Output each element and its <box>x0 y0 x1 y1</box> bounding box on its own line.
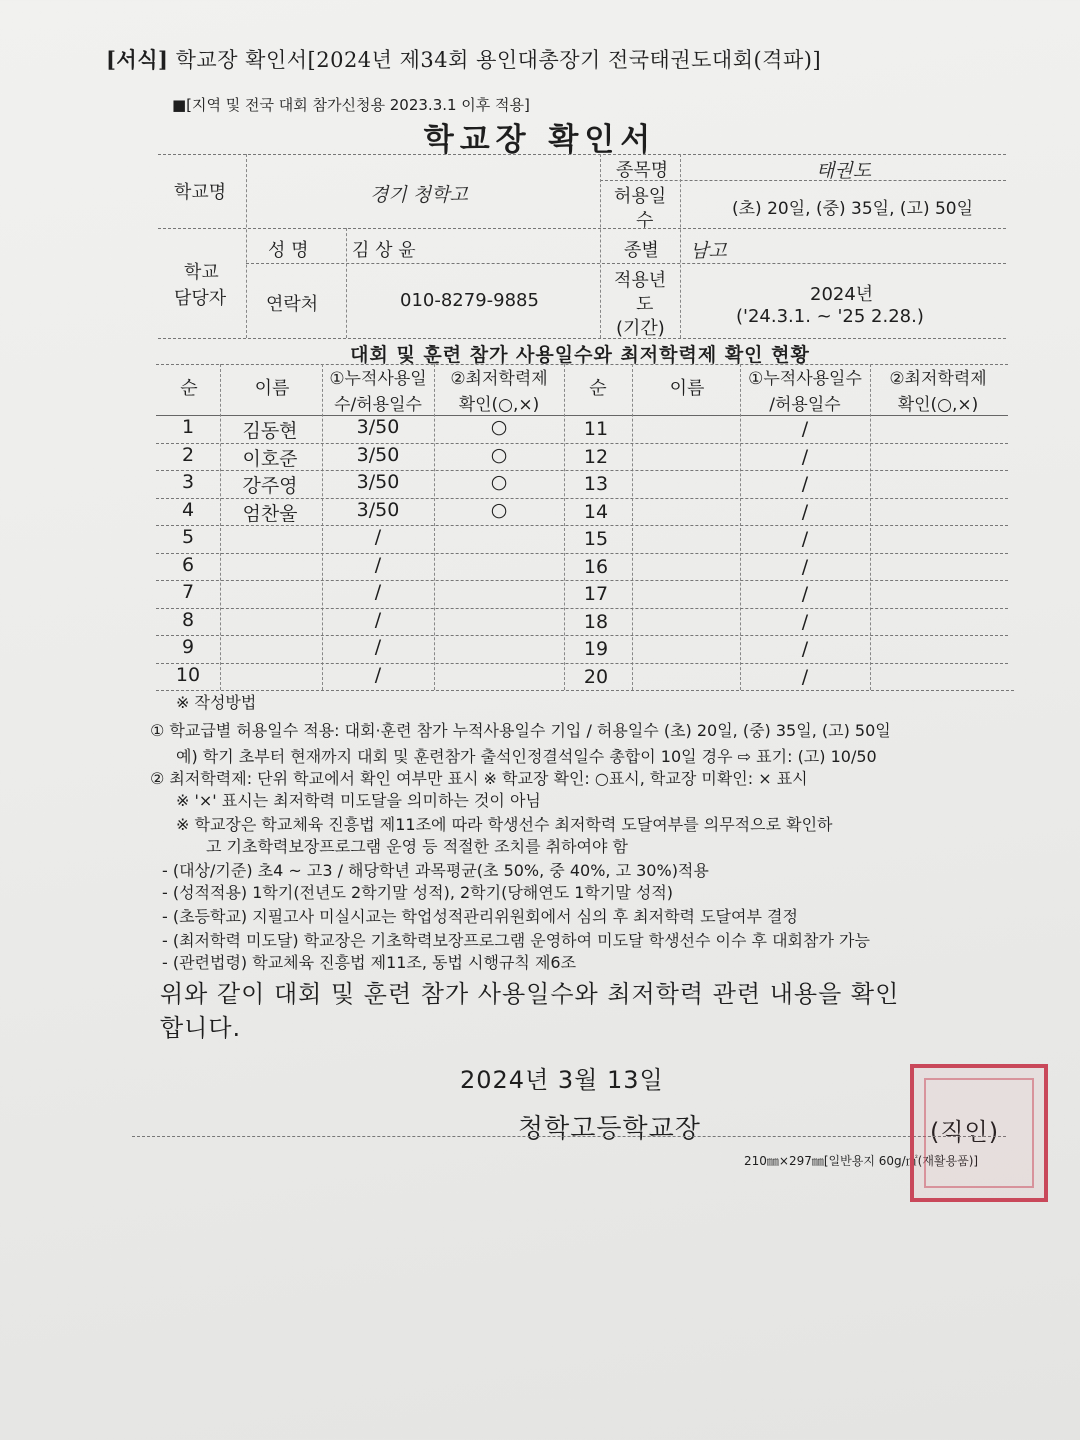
row-number: 15 <box>583 528 609 550</box>
row-number: 6 <box>181 553 195 576</box>
row-number: 8 <box>181 608 195 631</box>
row-number: 2 <box>181 443 195 466</box>
confirm-line-2: 합니다. <box>160 1014 242 1042</box>
note-line: - (관련법령) 학교체육 진흥법 제11조, 동법 시행규칙 제6조 <box>162 953 577 972</box>
min-academic-check: ○ <box>490 498 508 521</box>
used-days: / <box>374 526 382 548</box>
note-line: - (초등학교) 지필고사 미실시교는 학업성적관리위원회에서 심의 후 최저학력 도달여부 결정 <box>162 907 798 926</box>
note-line: ② 최저학력제: 단위 학교에서 확인 여부만 표시 ※ 학교장 확인: ○표시, 학교장 미확인: × 표시 <box>150 769 808 788</box>
used-days: / <box>374 581 382 603</box>
form-label <box>106 44 821 74</box>
row-number: 18 <box>583 610 609 633</box>
header-days-left-1: ①누적사용일 <box>329 369 427 389</box>
paper-spec: 210㎜×297㎜[일반용지 60g/㎡(재활용품)] <box>744 1154 979 1168</box>
used-days: / <box>374 636 382 658</box>
manager-label-2: 담당자 <box>174 288 227 309</box>
row-number: 13 <box>583 473 609 495</box>
signing-date: 2024년 3월 13일 <box>460 1066 664 1094</box>
note-line: - (성적적용) 1학기(전년도 2학기말 성적), 2학기(당해연도 1학기말 성적) <box>162 883 674 902</box>
used-days: 3/50 <box>356 443 400 466</box>
row-number: 20 <box>583 665 609 688</box>
year-label-3: (기간) <box>616 318 665 339</box>
row-number: 19 <box>583 638 609 660</box>
allow-label-2: 수 <box>636 210 654 231</box>
used-days: 3/50 <box>356 498 400 521</box>
document-title: 학교장 확인서 <box>423 122 657 158</box>
header-min-left-1: ②최저학력제 <box>450 369 548 389</box>
row-number: 5 <box>181 526 195 548</box>
header-no-left: 순 <box>180 378 198 399</box>
form-tag: [서식] <box>106 47 169 72</box>
header-days-left-2: 수/허용일수 <box>334 395 422 415</box>
header-days-right-2: /허용일수 <box>769 395 841 415</box>
year-label-1: 적용년 <box>614 270 667 291</box>
min-academic-check: ○ <box>490 416 508 438</box>
school-label: 학교명 <box>174 182 227 203</box>
student-name: 이호준 <box>242 447 298 470</box>
used-days: / <box>801 445 809 468</box>
type-value: 남고 <box>690 240 727 262</box>
header-days-right-1: ①누적사용일수 <box>748 369 862 389</box>
note-line: ※ '×' 표시는 최저학력 미도달을 의미하는 것이 아님 <box>176 791 541 810</box>
student-name: 강주영 <box>242 475 298 497</box>
header-min-left-2: 확인(○,×) <box>458 395 540 415</box>
min-academic-check: ○ <box>490 443 508 466</box>
contact-value: 010-8279-9885 <box>400 290 539 311</box>
used-days: / <box>374 553 382 576</box>
contact-label: 연락처 <box>266 294 319 315</box>
period-value: ('24.3.1. ~ '25 2.28.) <box>736 306 924 327</box>
used-days: / <box>801 473 809 495</box>
used-days: / <box>801 610 809 633</box>
year-value: 2024년 <box>810 284 874 305</box>
row-number: 12 <box>583 445 609 468</box>
used-days: / <box>801 638 809 660</box>
used-days: / <box>801 500 809 523</box>
used-days: 3/50 <box>356 471 400 493</box>
row-number: 17 <box>583 583 609 605</box>
row-number: 1 <box>181 416 195 438</box>
note-line: ※ 학교장은 학교체육 진흥법 제11조에 따라 학생선수 최저학력 도달여부를 의무적으로 확인하 <box>176 815 833 834</box>
used-days: / <box>801 583 809 605</box>
student-name: 김동현 <box>242 420 298 442</box>
row-number: 16 <box>583 555 609 578</box>
section-title: 대회 및 훈련 참가 사용일수와 최저학력제 확인 현황 <box>350 344 810 366</box>
row-number: 4 <box>181 498 195 521</box>
header-min-right-2: 확인(○,×) <box>897 395 979 415</box>
header-name-left: 이름 <box>254 378 290 399</box>
used-days: / <box>801 418 809 440</box>
used-days: / <box>374 663 382 686</box>
allow-label-1: 허용일 <box>614 186 667 207</box>
min-academic-check: ○ <box>490 471 508 493</box>
row-number: 7 <box>181 581 195 603</box>
manager-label-1: 학교 <box>184 262 219 283</box>
used-days: 3/50 <box>356 416 400 438</box>
used-days: / <box>801 528 809 550</box>
header-min-right-1: ②최저학력제 <box>889 369 987 389</box>
student-name: 엄찬울 <box>242 502 298 525</box>
used-days: / <box>801 555 809 578</box>
allow-value: (초) 20일, (중) 35일, (고) 50일 <box>732 199 974 219</box>
year-label-2: 도 <box>636 294 654 315</box>
note-line: 예) 학기 초부터 현재까지 대회 및 훈련참가 출석인정결석일수 총합이 10일 경우 ⇨ 표기: (고) 10/50 <box>176 747 877 766</box>
name-label: 성 명 <box>268 240 309 261</box>
seal-mark: (직인) <box>930 1118 1000 1146</box>
note-line: - (대상/기준) 초4 ~ 고3 / 해당학년 과목평균(초 50%, 중 40%, 고 30%)적용 <box>162 861 709 880</box>
name-value: 김 상 윤 <box>352 240 416 261</box>
note-line: ① 학교급별 허용일수 적용: 대회·훈련 참가 누적사용일수 기입 / 허용일수 (초) 20일, (중) 35일, (고) 50일 <box>150 721 891 740</box>
row-number: 10 <box>175 663 201 686</box>
form-title: 학교장 확인서[2024년 제34회 용인대총장기 전국태권도대회(격파)] <box>175 48 822 72</box>
event-label: 종목명 <box>616 160 669 181</box>
signer-name: 청학고등학교장 <box>518 1114 701 1144</box>
row-number: 14 <box>583 500 609 523</box>
school-value: 경기 청학고 <box>370 184 468 206</box>
header-no-right: 순 <box>589 378 607 399</box>
used-days: / <box>374 608 382 631</box>
header-name-right: 이름 <box>669 378 705 399</box>
row-number: 11 <box>583 418 609 440</box>
confirm-line-1: 위와 같이 대회 및 훈련 참가 사용일수와 최저학력 관련 내용을 확인 <box>160 980 900 1008</box>
row-number: 3 <box>181 471 195 493</box>
event-value: 태권도 <box>816 160 872 182</box>
notes-heading: ※ 작성방법 <box>176 693 257 712</box>
note-line: - (최저학력 미도달) 학교장은 기초학력보장프로그램 운영하여 미도달 학생선수 이수 후 대회참가 가능 <box>162 931 870 950</box>
note-line: 고 기초학력보장프로그램 운영 등 적절한 조치를 취하여야 함 <box>206 837 629 856</box>
school-seal <box>910 1064 1048 1202</box>
used-days: / <box>801 665 809 688</box>
applies-note: ■[지역 및 전국 대회 참가신청용 2023.3.1 이후 적용] <box>172 96 530 114</box>
row-number: 9 <box>181 636 195 658</box>
type-label: 종별 <box>624 240 659 261</box>
